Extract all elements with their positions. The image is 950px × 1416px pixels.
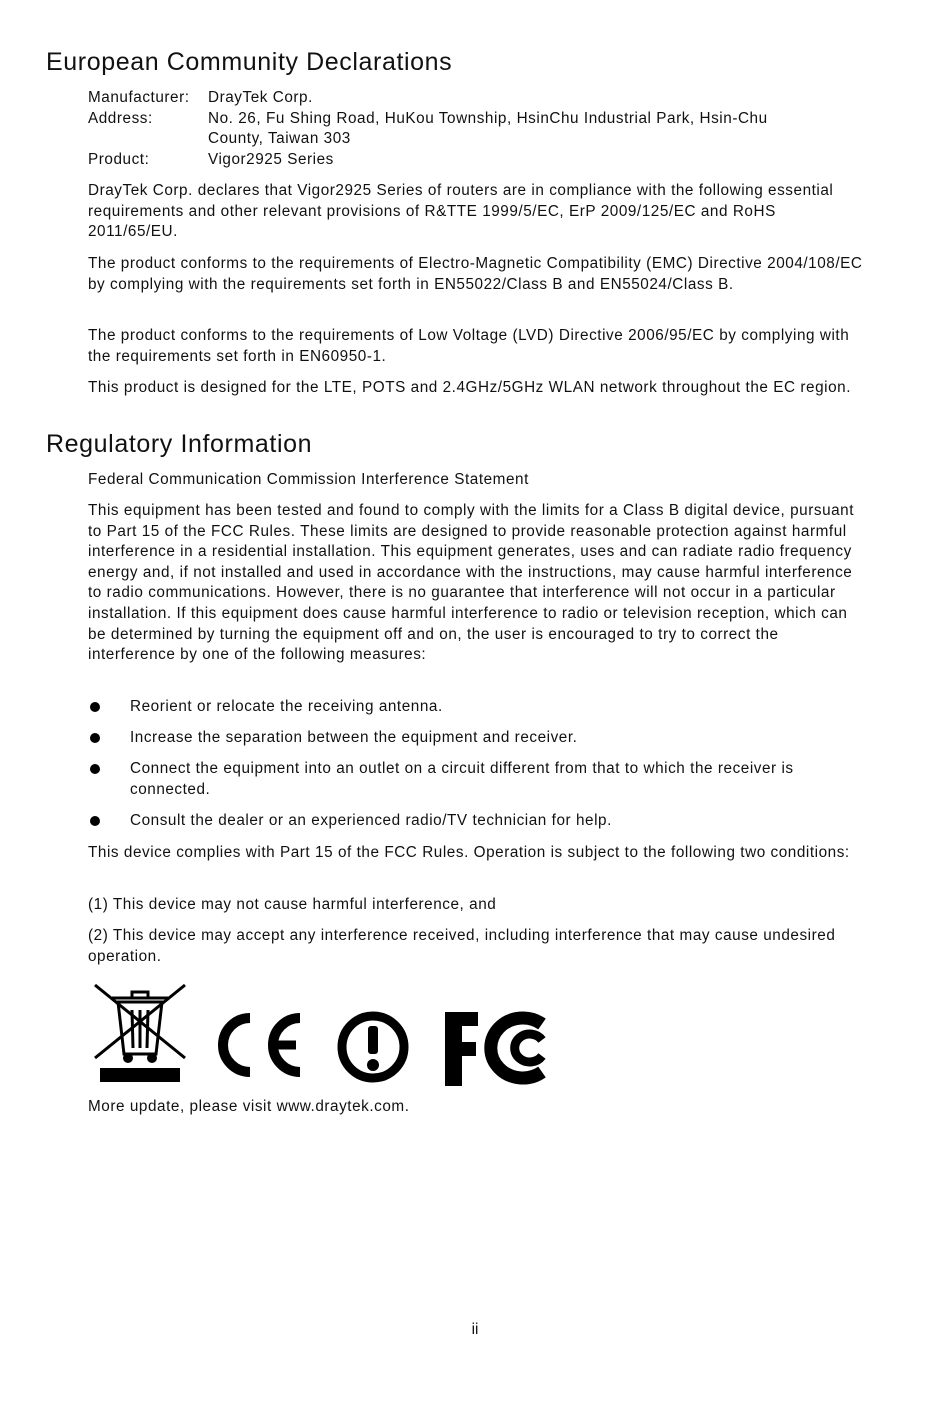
fcc-condition-2 xyxy=(88,926,863,967)
eu-paragraph-2 xyxy=(88,254,863,295)
list-item xyxy=(88,697,863,718)
fcc-logo-icon xyxy=(442,1006,552,1090)
fcc-condition-1-text: (1) This device may not cause harmful interference, and xyxy=(88,896,497,913)
list-item-text: Consult the dealer or an experienced radio/TV technician for help. xyxy=(130,812,612,829)
fcc-paragraph-1 xyxy=(88,501,863,666)
page-number: ii xyxy=(471,1321,479,1338)
fcc-heading-text: Federal Communication Commission Interference Statement xyxy=(88,471,529,488)
address-row xyxy=(88,109,848,150)
list-item xyxy=(88,728,863,749)
fcc-heading xyxy=(88,470,863,491)
list-item xyxy=(88,759,863,800)
address-label: Address: xyxy=(88,109,153,127)
product-row xyxy=(88,150,848,171)
list-item xyxy=(88,811,863,832)
eu-paragraph-3 xyxy=(88,326,863,367)
eu-paragraph-2-text: The product conforms to the requirements of Electro-Magnetic Compatibility (EMC) Directive 2004/108/EC by complying with the requirements set forth in EN55022/Class B and EN55024/Class B. xyxy=(88,255,863,293)
section-title-regulatory: Regulatory Information xyxy=(46,430,313,458)
update-note-text: More update, please visit www.draytek.com. xyxy=(88,1098,410,1115)
manufacturer-info xyxy=(88,88,848,170)
eu-paragraph-1-text: DrayTek Corp. declares that Vigor2925 Series of routers are in compliance with the following essential requirements and other relevant provisions of R&TTE 1999/5/EC, ErP 2009/125/EC and RoHS 2011/65/EU. xyxy=(88,182,834,241)
ce-mark-icon xyxy=(208,1010,308,1080)
fcc-paragraph-2-text: This device complies with Part 15 of the FCC Rules. Operation is subject to the following two conditions: xyxy=(88,844,850,861)
product-value: Vigor2925 Series xyxy=(208,150,334,168)
bullet-icon xyxy=(90,733,100,743)
eu-paragraph-3-text: The product conforms to the requirements of Low Voltage (LVD) Directive 2006/95/EC by complying with the requirements set forth in EN60950-1. xyxy=(88,327,850,365)
update-note xyxy=(88,1097,863,1118)
compliance-logos xyxy=(90,980,560,1090)
list-item-text: Connect the equipment into an outlet on a circuit different from that to which the receiver is connected. xyxy=(130,760,794,798)
alert-class2-icon xyxy=(336,1010,410,1084)
eu-paragraph-4-text: This product is designed for the LTE, POTS and 2.4GHz/5GHz WLAN network throughout the EC region. xyxy=(88,379,852,396)
section-title-eu: European Community Declarations xyxy=(46,48,453,76)
weee-crossed-bin-icon xyxy=(90,980,190,1086)
bullet-icon xyxy=(90,764,100,774)
list-item-text: Increase the separation between the equipment and receiver. xyxy=(130,729,578,746)
bullet-icon xyxy=(90,702,100,712)
manufacturer-row xyxy=(88,88,848,109)
manufacturer-value: DrayTek Corp. xyxy=(208,89,313,106)
eu-paragraph-1 xyxy=(88,181,863,243)
manufacturer-label: Manufacturer: xyxy=(88,89,190,106)
bullet-icon xyxy=(90,816,100,826)
list-item-text: Reorient or relocate the receiving antenna. xyxy=(130,698,443,715)
address-value: No. 26, Fu Shing Road, HuKou Township, HsinChu Industrial Park, Hsin-Chu County, Taiwan 303 xyxy=(208,109,768,148)
fcc-paragraph-2 xyxy=(88,843,863,864)
fcc-condition-1 xyxy=(88,895,863,916)
fcc-condition-2-text: (2) This device may accept any interference received, including interference that may cause undesired operation. xyxy=(88,927,836,965)
fcc-paragraph-1-text: This equipment has been tested and found to comply with the limits for a Class B digital device, pursuant to Part 15 of the FCC Rules. These limits are designed to provide reasonable protection against harmful interference in a residential installation. This equipment generates, uses and can radiate radio frequency energy and, if not installed and used in accordance with the instructions, may cause harmful interference to radio communications. However, there is no guarantee that interference will not occur in a particular installation. If this equipment does cause harmful interference to radio or television reception, which can be determined by turning the equipment off and on, the user is encouraged to try to correct the interference by one of the following measures: xyxy=(88,502,855,664)
product-label: Product: xyxy=(88,150,150,168)
eu-paragraph-4 xyxy=(88,378,863,399)
